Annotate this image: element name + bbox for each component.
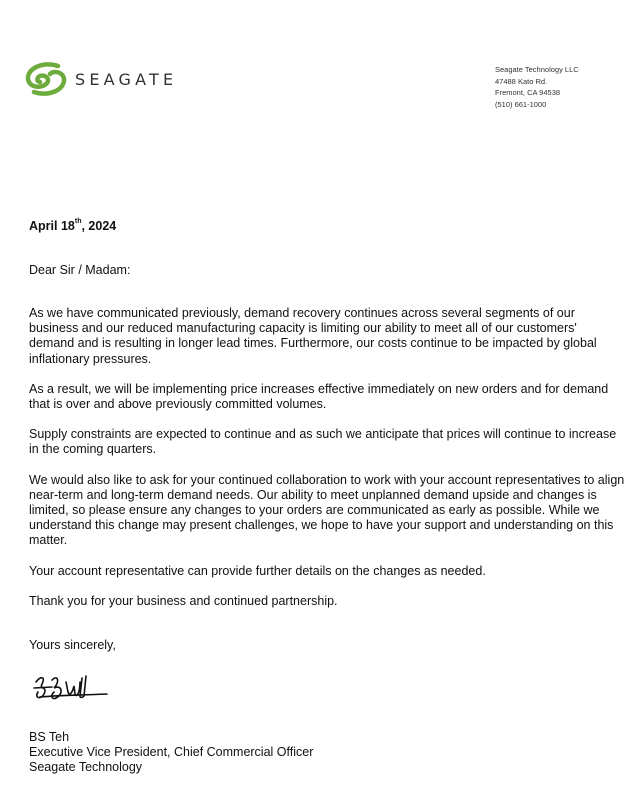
date-month-day: April 18 (29, 219, 75, 233)
body-paragraph: Supply constraints are expected to continue and as such we anticipate that prices will continue to increase in the coming quarters. (29, 427, 617, 457)
company-logo (22, 60, 192, 100)
body-paragraph: As a result, we will be implementing price increases effective immediately on new orders and for demand that is over and above previously committed volumes. (29, 381, 609, 412)
address-line: 47488 Kato Rd. (495, 76, 548, 86)
signer-block (29, 730, 313, 776)
letter-body (29, 306, 625, 624)
letter-date (29, 219, 116, 233)
closing: Yours sincerely, (29, 638, 116, 652)
address-line: Fremont, CA 94538 (495, 88, 561, 97)
seagate-swirl-icon (22, 60, 70, 98)
address-line: (510) 661-1000 (495, 99, 547, 109)
date-year: , 2024 (81, 219, 117, 233)
body-paragraph: As we have communicated previously, demand recovery continues across several segments of our business and our reduced manufacturing capacity is limiting our ability to meet all of our customers' demand and is resulting in longer lead times. Furthermore, our costs continue to be impacted by global inflationary pressures. (29, 306, 597, 366)
logo-wordmark: SEAGATE (75, 70, 178, 89)
handwritten-signature (30, 668, 110, 713)
signer-name: BS Teh (29, 730, 70, 744)
address-line: Seagate Technology LLC (495, 65, 579, 74)
signer-title: Executive Vice President, Chief Commercial Officer (29, 745, 314, 760)
body-paragraph: Thank you for your business and continued partnership. (29, 593, 338, 608)
salutation: Dear Sir / Madam: (29, 263, 131, 277)
body-paragraph: Your account representative can provide further details on the changes as needed. (29, 563, 486, 578)
company-address (495, 64, 579, 110)
body-paragraph: We would also like to ask for your continued collaboration to work with your account representatives to align near-term and long-term demand needs. Our ability to meet unplanned demand upside and changes is limited, so please ensure any changes to your orders are communicated as early as possible. While we understand this change may present challenges, we hope to have your support and understanding on this matter. (29, 472, 625, 548)
date-suffix: th (74, 218, 82, 225)
signer-company: Seagate Technology (29, 760, 143, 775)
